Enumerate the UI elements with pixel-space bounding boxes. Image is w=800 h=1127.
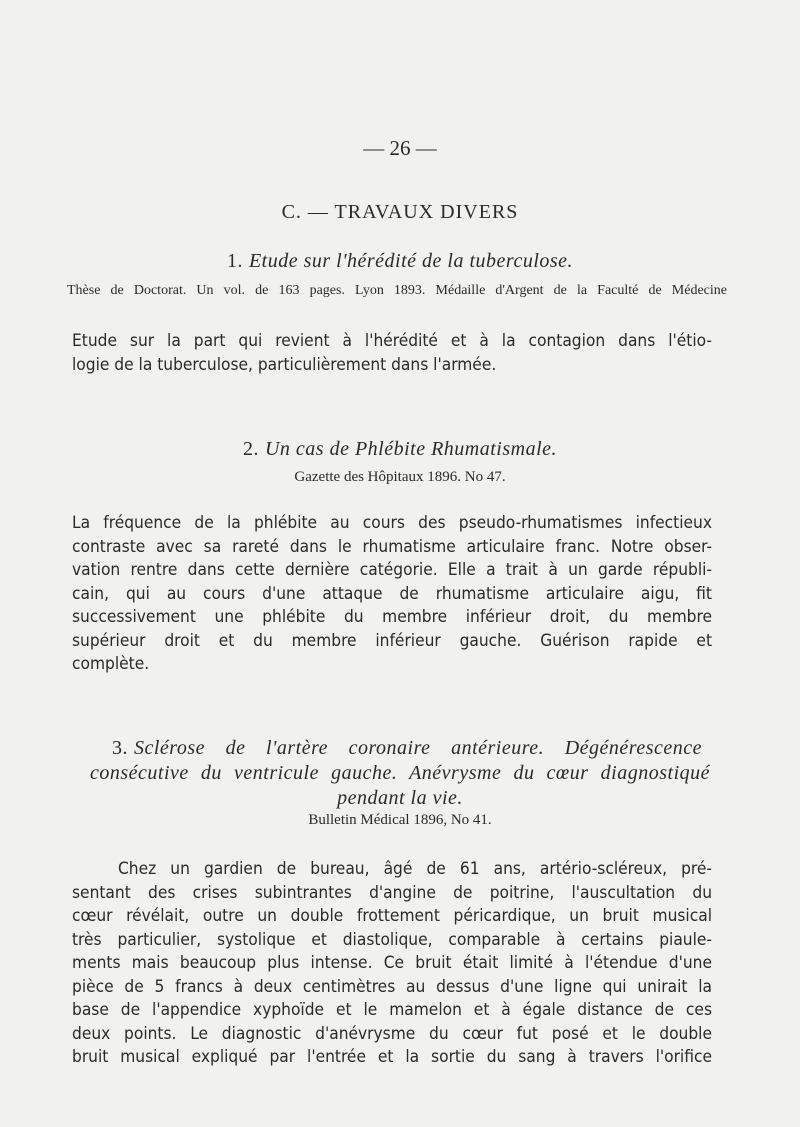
page-number: — 26 —: [363, 136, 437, 160]
item-1-title-text: Etude sur l'hérédité de la tuberculose.: [248, 250, 574, 272]
body-line: Etude sur la part qui revient à l'hérédité et à la contagion dans l'étio-: [72, 331, 712, 351]
item-1-source: Thèse de Doctorat. Un vol. de 163 pages. Lyon 1893. Médaille d'Argent de la Faculté de Médecine: [67, 283, 727, 298]
item-2-title-text: Un cas de Phlébite Rhumatismale.: [264, 438, 558, 460]
body-line: contraste avec sa rareté dans le rhumatisme articulaire franc. Notre obser-: [72, 536, 712, 557]
body-line: supérieur droit et du membre inférieur gauche. Guérison rapide et: [72, 630, 712, 651]
item-1-title: [0, 250, 800, 273]
body-line: base de l'appendice xyphoïde et le mamelon et à égale distance de ces: [72, 1000, 712, 1020]
item-3-title-line-2: consécutive du ventricule gauche. Anévrysme du cœur diagnostiqué: [90, 762, 710, 784]
item-3-title: [112, 737, 702, 762]
body-line: cain, qui au cours d'une attaque de rhumatisme articulaire aigu, fit: [72, 583, 712, 604]
item-2-number: 2.: [242, 438, 259, 460]
body-line: successivement une phlébite du membre inférieur droit, du membre: [72, 607, 712, 627]
item-3-title-line-2-wrap: [90, 762, 710, 787]
item-1-body: [72, 330, 712, 377]
body-line: bruit musical expliqué par l'entrée et la sortie du sang à travers l'orifice: [72, 1047, 712, 1067]
item-3-body-rest: [72, 882, 712, 1070]
item-3-title-line: [112, 737, 702, 762]
item-3-number: 3.: [112, 737, 128, 759]
body-line: Chez un gardien de bureau, âgé de 61 ans, artério-scléreux, pré-: [118, 859, 712, 879]
item-1-number: 1.: [226, 250, 243, 272]
item-3-title-line-3: pendant la vie.: [337, 787, 463, 809]
body-line: deux points. Le diagnostic d'anévrysme du cœur fut posé et le double: [72, 1023, 712, 1044]
item-2-title: [0, 438, 800, 461]
body-line: complète.: [72, 654, 150, 674]
body-line: La fréquence de la phlébite au cours des pseudo-rhumatismes infectieux: [72, 513, 712, 533]
item-2-body: [72, 512, 712, 677]
body-line: pièce de 5 francs à deux centimètres au dessus d'une ligne qui unirait la: [72, 976, 712, 997]
body-line: sentant des crises subintrantes d'angine de poitrine, l'auscultation du: [72, 882, 712, 903]
body-line: logie de la tuberculose, particulièrement dans l'armée.: [72, 354, 497, 375]
item-3-title-line-1: Sclérose de l'artère coronaire antérieure. Dégénérescence: [134, 737, 702, 759]
item-3-source: Bulletin Médical 1896, No 41.: [308, 812, 492, 828]
section-heading: C. — TRAVAUX DIVERS: [281, 201, 519, 223]
body-line: vation rentre dans cette dernière catégorie. Elle a trait à un garde républi-: [72, 560, 712, 580]
body-line: ments mais beaucoup plus intense. Ce bruit était limité à l'étendue d'une: [72, 953, 712, 973]
body-line: très particulier, systolique et diastolique, comparable à certains piaule-: [72, 929, 712, 950]
item-2-source: Gazette des Hôpitaux 1896. No 47.: [294, 469, 506, 485]
item-3-body: [84, 858, 712, 882]
body-line: cœur révélait, outre un double frottement péricardique, un bruit musical: [72, 906, 712, 926]
